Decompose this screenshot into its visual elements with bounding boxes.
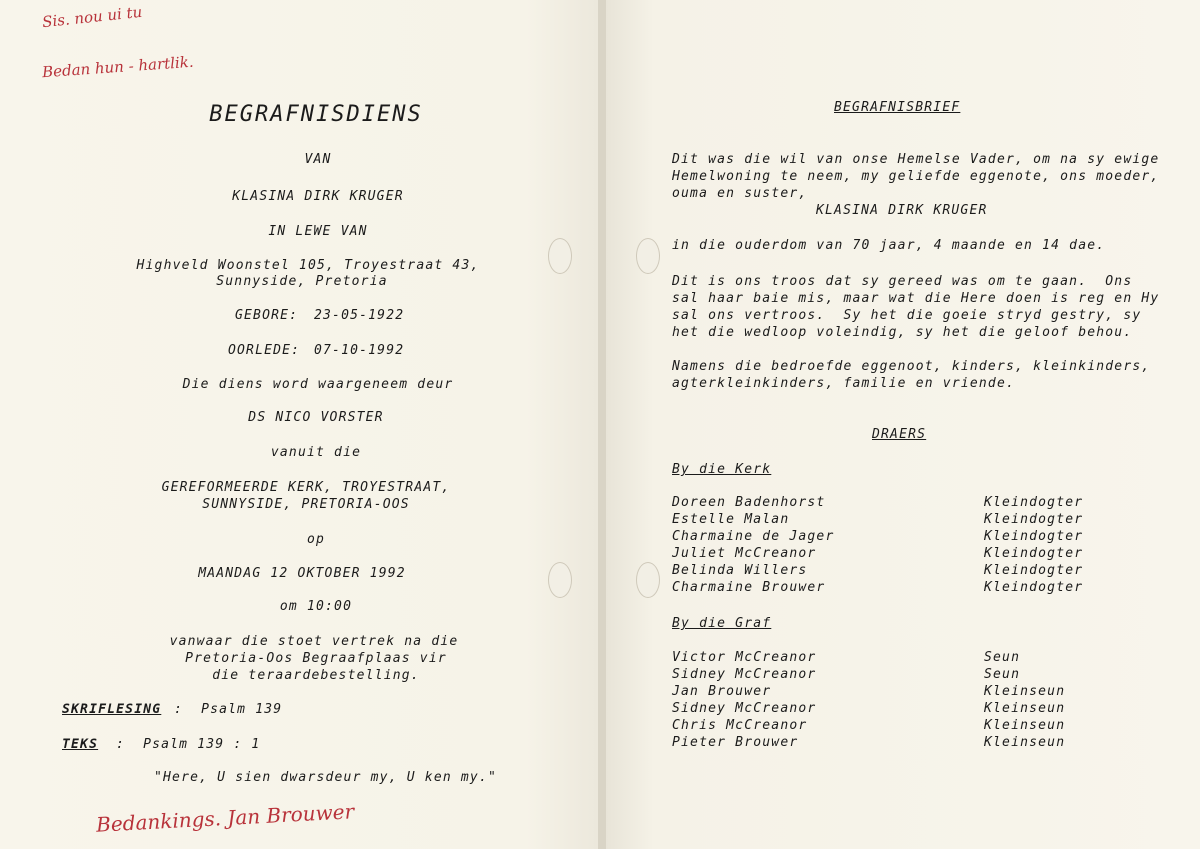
bearer-relation: Kleindogter [984, 512, 1084, 527]
died-label: OORLEDE: [228, 343, 301, 358]
handwritten-signature: Bedankings. Jan Brouwer [95, 799, 355, 837]
page-title: BEGRAFNISDIENS [209, 102, 423, 127]
procession-line-3: die teraardebestelling. [212, 668, 420, 683]
punch-hole-icon [548, 238, 572, 274]
letter-p2-line-2: sal haar baie mis, maar wat die Here doen is reg en Hy [672, 291, 1160, 306]
bearer-name: Belinda Willers [672, 563, 808, 578]
bearer-relation: Kleinseun [984, 684, 1066, 699]
scripture-quote: "Here, U sien dwarsdeur my, U ken my." [154, 770, 498, 785]
address-line-1: Highveld Woonstel 105, Troyestraat 43, [136, 258, 480, 273]
letter-p1-line-4: in die ouderdom van 70 jaar, 4 maande en 14 dae. [672, 238, 1106, 253]
church-bearers-heading: By die Kerk [672, 462, 772, 477]
pallbearers-heading: DRAERS [872, 427, 927, 442]
van-label: VAN [304, 152, 332, 167]
bearer-name: Juliet McCreanor [672, 546, 817, 561]
letter-p3-line-2: agterkleinkinders, familie en vriende. [672, 376, 1016, 391]
died-date: 07-10-1992 [314, 343, 405, 358]
text-value: : Psalm 139 : 1 [116, 737, 261, 752]
letter-p2-line-4: het die wedloop voleindig, sy het die geloof behou. [672, 325, 1133, 340]
grave-bearers-heading: By die Graf [672, 616, 772, 631]
letter-p2-line-1: Dit is ons troos dat sy gereed was om te gaan. Ons [672, 274, 1133, 289]
bearer-relation: Kleinseun [984, 718, 1066, 733]
church-line-1: GEREFORMEERDE KERK, TROYESTRAAT, [161, 480, 451, 495]
bearer-relation: Seun [984, 650, 1021, 665]
procession-line-2: Pretoria-Oos Begraafplaas vir [185, 651, 447, 666]
minister-name: DS NICO VORSTER [248, 410, 384, 425]
vanuit-label: vanuit die [270, 445, 362, 460]
bearer-name: Doreen Badenhorst [672, 495, 826, 510]
punch-hole-icon [548, 562, 572, 598]
letter-p1-line-1: Dit was die wil van onse Hemelse Vader, om na sy ewige [672, 152, 1160, 167]
text-label: TEKS [62, 737, 99, 752]
letter-p3-line-1: Namens die bedroefde eggenoot, kinders, kleinkinders, [672, 359, 1151, 374]
address-line-2: Sunnyside, Pretoria [216, 274, 388, 289]
deceased-name: KLASINA DIRK KRUGER [232, 189, 404, 204]
bearer-name: Chris McCreanor [672, 718, 808, 733]
in-lewe-van-label: IN LEWE VAN [268, 224, 368, 239]
bearer-relation: Kleindogter [984, 563, 1084, 578]
handwritten-note-line-1: Sis. nou ui tu [41, 2, 144, 32]
bearer-name: Charmaine de Jager [672, 529, 835, 544]
service-time: om 10:00 [279, 599, 353, 614]
scripture-reading-value: : Psalm 139 [174, 702, 283, 717]
service-date: MAANDAG 12 OKTOBER 1992 [198, 566, 406, 581]
punch-hole-icon [636, 562, 660, 598]
bearer-name: Pieter Brouwer [672, 735, 799, 750]
punch-hole-icon [636, 238, 660, 274]
bearer-name: Sidney McCreanor [672, 701, 817, 716]
bearer-relation: Seun [984, 667, 1021, 682]
letter-deceased-name: KLASINA DIRK KRUGER [816, 203, 988, 218]
bearer-relation: Kleindogter [984, 529, 1084, 544]
page-gutter [598, 0, 606, 849]
letter-title: BEGRAFNISBRIEF [834, 100, 961, 115]
handwritten-note-line-2: Bedan hun - hartlik. [41, 52, 195, 82]
scripture-reading-label: SKRIFLESING [62, 702, 162, 717]
bearer-name: Victor McCreanor [672, 650, 817, 665]
letter-p1-line-2: Hemelwoning te neem, my geliefde eggenote, ons moeder, [672, 169, 1160, 184]
bearer-name: Jan Brouwer [672, 684, 772, 699]
bearer-relation: Kleinseun [984, 735, 1066, 750]
op-label: op [306, 532, 326, 547]
born-label: GEBORE: [235, 308, 299, 323]
bearer-name: Charmaine Brouwer [672, 580, 826, 595]
letter-p1-line-3: ouma en suster, [672, 186, 808, 201]
letter-p2-line-3: sal ons vertroos. Sy het die goeie stryd gestry, sy [672, 308, 1142, 323]
born-date: 23-05-1922 [314, 308, 405, 323]
bearer-relation: Kleindogter [984, 580, 1084, 595]
bearer-relation: Kleinseun [984, 701, 1066, 716]
church-line-2: SUNNYSIDE, PRETORIA-OOS [202, 497, 410, 512]
bearer-relation: Kleindogter [984, 546, 1084, 561]
bearer-relation: Kleindogter [984, 495, 1084, 510]
bearer-name: Estelle Malan [672, 512, 790, 527]
bearer-name: Sidney McCreanor [672, 667, 817, 682]
service-line: Die diens word waargeneem deur [182, 377, 454, 392]
procession-line-1: vanwaar die stoet vertrek na die [169, 634, 459, 649]
